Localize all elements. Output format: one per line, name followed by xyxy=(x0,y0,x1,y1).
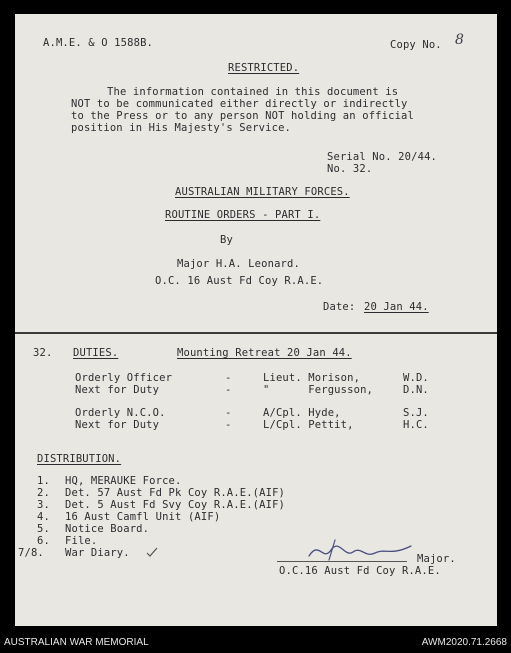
signature-unit: O.C.16 Aust Fd Coy R.A.E. xyxy=(279,565,441,577)
duty-role: Orderly Officer xyxy=(75,372,173,384)
distribution-recipient: HQ, MERAUKE Force. xyxy=(65,475,182,487)
distribution-heading: DISTRIBUTION. xyxy=(37,453,122,465)
serial-number: Serial No. 20/44. xyxy=(327,151,438,163)
date-label: Date: xyxy=(323,301,356,313)
distribution-recipient: File. xyxy=(65,535,98,547)
copy-number: 8 xyxy=(455,32,465,48)
distribution-number: 1. xyxy=(37,475,50,487)
duty-name: Lieut. Morison, xyxy=(263,372,361,384)
duty-role: Next for Duty xyxy=(75,384,160,396)
restricted-line-1: The information contained in this document is xyxy=(107,86,399,98)
distribution-recipient: Det. 5 Aust Fd Svy Coy R.A.E.(AIF) xyxy=(65,499,286,511)
distribution-number: 4. xyxy=(37,511,50,523)
mounting-time: Mounting Retreat 20 Jan 44. xyxy=(177,347,352,359)
force-title: AUSTRALIAN MILITARY FORCES. xyxy=(175,186,350,198)
distribution-number: 7/8. xyxy=(18,547,44,559)
duty-initials: D.N. xyxy=(403,384,429,396)
signature-line xyxy=(277,561,407,562)
distribution-recipient: Notice Board. xyxy=(65,523,150,535)
distribution-recipient: War Diary. xyxy=(65,547,130,559)
duty-name: " Fergusson, xyxy=(263,384,374,396)
distribution-recipient: Det. 57 Aust Fd Pk Coy R.A.E.(AIF) xyxy=(65,487,286,499)
distribution-number: 5. xyxy=(37,523,50,535)
section-divider xyxy=(15,332,497,334)
distribution-number: 2. xyxy=(37,487,50,499)
duty-dash: - xyxy=(225,407,232,419)
duty-name: L/Cpl. Pettit, xyxy=(263,419,354,431)
document-page xyxy=(15,14,497,626)
signature-rank: Major. xyxy=(417,553,456,565)
archive-accession-number: AWM2020.71.2668 xyxy=(421,637,507,648)
duty-dash: - xyxy=(225,419,232,431)
duty-initials: H.C. xyxy=(403,419,429,431)
date-value: 20 Jan 44. xyxy=(364,301,429,313)
tick-mark-icon xyxy=(145,546,159,558)
duty-dash: - xyxy=(225,384,232,396)
routine-orders-title: ROUTINE ORDERS - PART I. xyxy=(165,209,321,221)
distribution-number: 3. xyxy=(37,499,50,511)
restricted-line-3: to the Press or to any person NOT holding an official xyxy=(71,110,414,122)
duty-role: Next for Duty xyxy=(75,419,160,431)
duty-initials: W.D. xyxy=(403,372,429,384)
by-label: By xyxy=(220,234,233,246)
restricted-heading: RESTRICTED. xyxy=(228,62,300,74)
duties-heading: DUTIES. xyxy=(73,347,119,359)
duties-number: 32. xyxy=(33,347,53,359)
restricted-line-2: NOT to be communicated either directly or indirectly xyxy=(71,98,408,110)
distribution-recipient: 16 Aust Camfl Unit (AIF) xyxy=(65,511,221,523)
copy-label: Copy No. xyxy=(390,39,442,51)
handwritten-signature xyxy=(305,536,415,564)
duty-role: Orderly N.C.O. xyxy=(75,407,166,419)
distribution-number: 6. xyxy=(37,535,50,547)
issuing-unit: O.C. 16 Aust Fd Coy R.A.E. xyxy=(155,275,324,287)
document-reference: A.M.E. & O 1588B. xyxy=(43,37,154,49)
restricted-line-4: position in His Majesty's Service. xyxy=(71,122,292,134)
duty-dash: - xyxy=(225,372,232,384)
order-number: No. 32. xyxy=(327,163,373,175)
issuing-officer: Major H.A. Leonard. xyxy=(177,258,300,270)
archive-credit: AUSTRALIAN WAR MEMORIAL xyxy=(4,637,149,648)
duty-name: A/Cpl. Hyde, xyxy=(263,407,341,419)
duty-initials: S.J. xyxy=(403,407,429,419)
